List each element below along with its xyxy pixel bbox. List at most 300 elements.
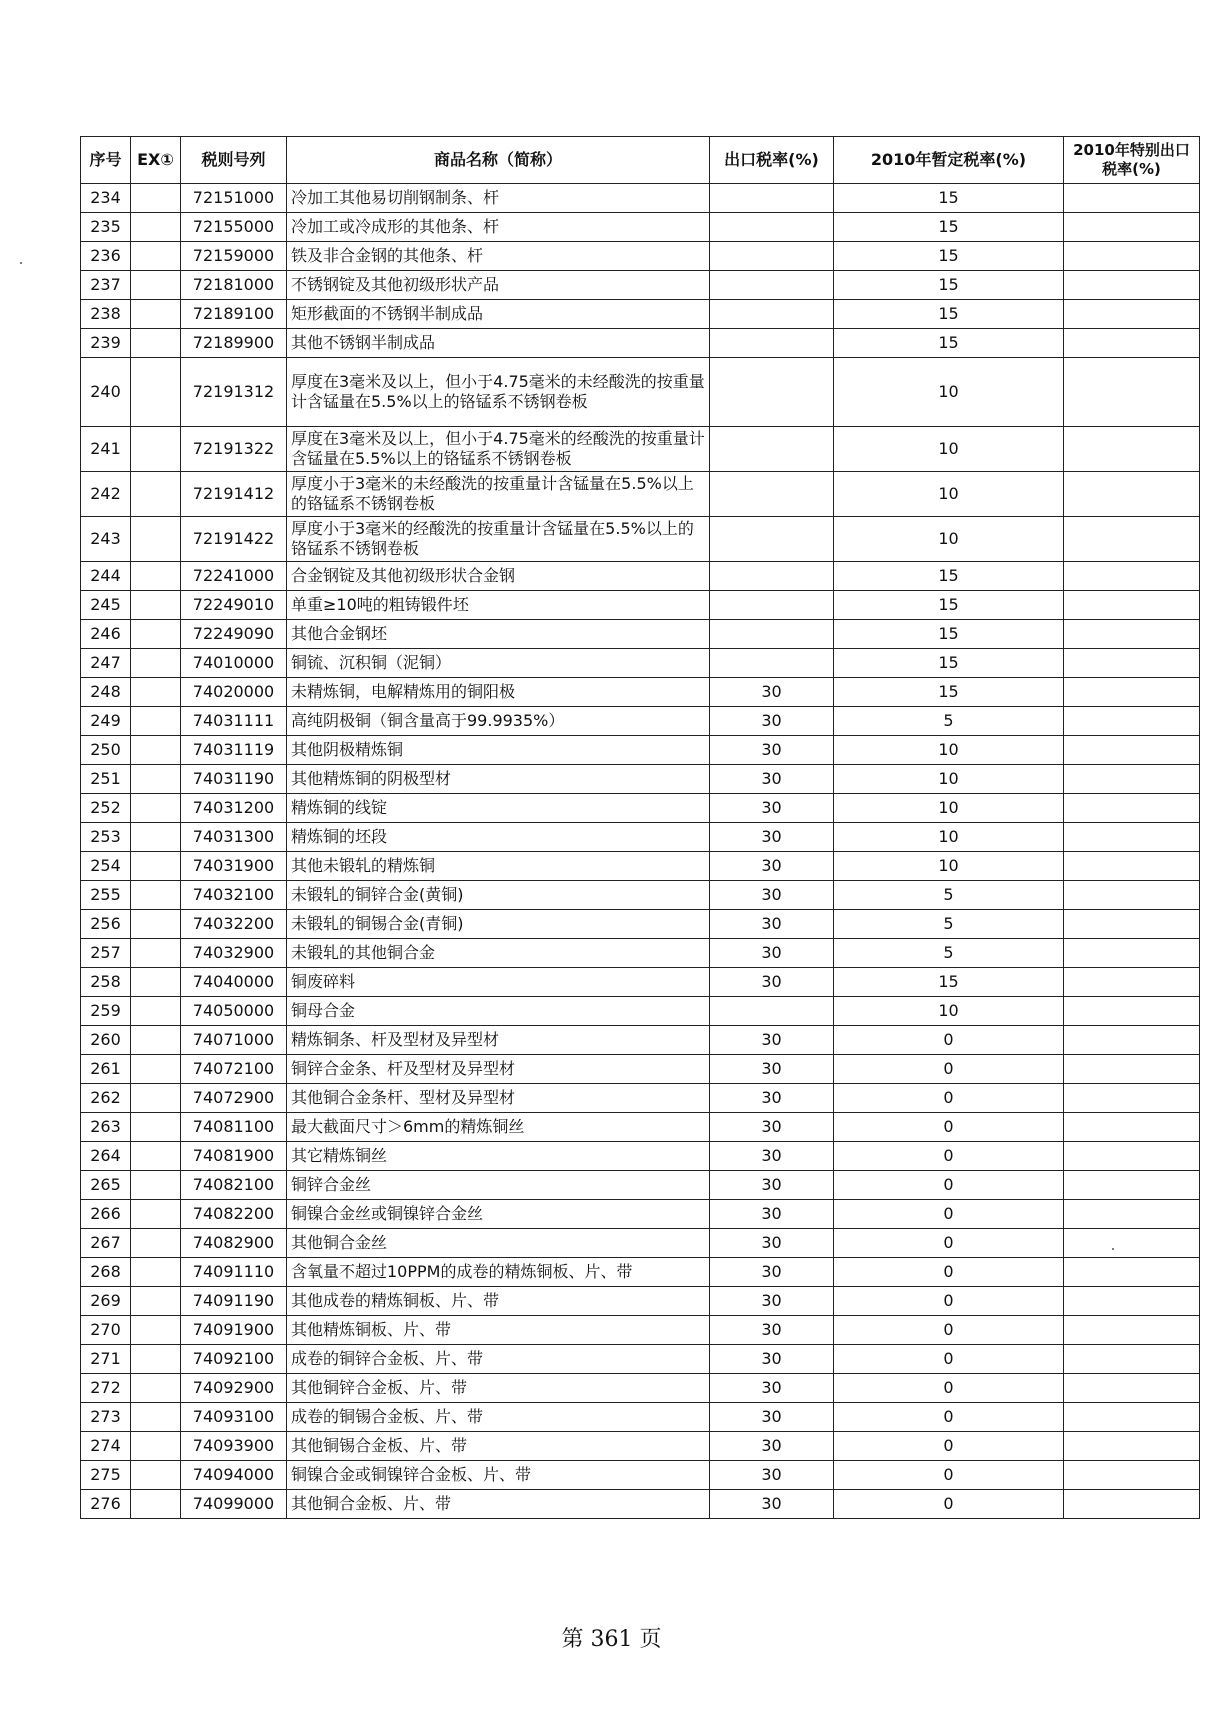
cell-seq: 267 <box>81 1229 131 1258</box>
cell-code: 74093900 <box>181 1432 287 1461</box>
cell-special-rate <box>1064 1171 1200 1200</box>
header-export-rate: 出口税率(%) <box>710 137 834 184</box>
cell-code: 74072100 <box>181 1055 287 1084</box>
cell-temp-rate: 15 <box>834 620 1064 649</box>
cell-name: 不锈钢锭及其他初级形状产品 <box>287 271 710 300</box>
table-row <box>81 472 1200 517</box>
cell-temp-rate: 10 <box>834 765 1064 794</box>
cell-name: 铜锌合金条、杆及型材及异型材 <box>287 1055 710 1084</box>
cell-name: 其他未锻轧的精炼铜 <box>287 852 710 881</box>
cell-special-rate <box>1064 427 1200 472</box>
cell-special-rate <box>1064 184 1200 213</box>
table-row <box>81 213 1200 242</box>
cell-special-rate <box>1064 1316 1200 1345</box>
cell-temp-rate: 0 <box>834 1171 1064 1200</box>
cell-special-rate <box>1064 591 1200 620</box>
cell-name: 合金钢锭及其他初级形状合金钢 <box>287 562 710 591</box>
cell-ex <box>131 852 181 881</box>
cell-ex <box>131 1287 181 1316</box>
cell-code: 74020000 <box>181 678 287 707</box>
cell-export-rate <box>710 427 834 472</box>
cell-ex <box>131 997 181 1026</box>
cell-ex <box>131 1229 181 1258</box>
cell-name: 厚度在3毫米及以上，但小于4.75毫米的未经酸洗的按重量计含锰量在5.5%以上的铬锰系不锈钢卷板 <box>287 358 710 427</box>
table-row <box>81 1171 1200 1200</box>
cell-seq: 241 <box>81 427 131 472</box>
cell-ex <box>131 358 181 427</box>
cell-seq: 234 <box>81 184 131 213</box>
cell-special-rate <box>1064 562 1200 591</box>
table-row <box>81 678 1200 707</box>
cell-special-rate <box>1064 1287 1200 1316</box>
table-row <box>81 823 1200 852</box>
table-row <box>81 329 1200 358</box>
cell-export-rate: 30 <box>710 1461 834 1490</box>
cell-special-rate <box>1064 472 1200 517</box>
cell-temp-rate: 10 <box>834 472 1064 517</box>
cell-temp-rate: 0 <box>834 1287 1064 1316</box>
cell-export-rate <box>710 271 834 300</box>
cell-ex <box>131 939 181 968</box>
cell-special-rate <box>1064 1229 1200 1258</box>
scan-speck <box>1112 1248 1114 1250</box>
cell-export-rate <box>710 997 834 1026</box>
cell-ex <box>131 736 181 765</box>
cell-seq: 238 <box>81 300 131 329</box>
cell-seq: 243 <box>81 517 131 562</box>
cell-export-rate: 30 <box>710 1055 834 1084</box>
cell-name: 其他铜锡合金板、片、带 <box>287 1432 710 1461</box>
cell-export-rate: 30 <box>710 736 834 765</box>
cell-special-rate <box>1064 242 1200 271</box>
cell-code: 74091190 <box>181 1287 287 1316</box>
cell-ex <box>131 329 181 358</box>
cell-seq: 255 <box>81 881 131 910</box>
cell-temp-rate: 15 <box>834 271 1064 300</box>
cell-ex <box>131 649 181 678</box>
cell-ex <box>131 591 181 620</box>
cell-code: 74082900 <box>181 1229 287 1258</box>
cell-export-rate <box>710 517 834 562</box>
cell-seq: 256 <box>81 910 131 939</box>
cell-name: 其他铜合金板、片、带 <box>287 1490 710 1519</box>
cell-temp-rate: 5 <box>834 881 1064 910</box>
cell-ex <box>131 1055 181 1084</box>
table-row <box>81 736 1200 765</box>
cell-code: 72189100 <box>181 300 287 329</box>
table-row <box>81 881 1200 910</box>
cell-temp-rate: 0 <box>834 1403 1064 1432</box>
cell-special-rate <box>1064 1113 1200 1142</box>
cell-seq: 249 <box>81 707 131 736</box>
cell-temp-rate: 15 <box>834 678 1064 707</box>
cell-seq: 262 <box>81 1084 131 1113</box>
cell-code: 72181000 <box>181 271 287 300</box>
cell-name: 未精炼铜，电解精炼用的铜阳极 <box>287 678 710 707</box>
scan-speck <box>20 262 22 264</box>
cell-ex <box>131 213 181 242</box>
cell-export-rate: 30 <box>710 939 834 968</box>
cell-special-rate <box>1064 968 1200 997</box>
cell-special-rate <box>1064 517 1200 562</box>
cell-code: 74091900 <box>181 1316 287 1345</box>
cell-seq: 269 <box>81 1287 131 1316</box>
cell-name: 单重≥10吨的粗铸锻件坯 <box>287 591 710 620</box>
table-row <box>81 591 1200 620</box>
cell-export-rate: 30 <box>710 823 834 852</box>
cell-export-rate: 30 <box>710 1345 834 1374</box>
cell-name: 含氧量不超过10PPM的成卷的精炼铜板、片、带 <box>287 1258 710 1287</box>
table-row <box>81 1113 1200 1142</box>
cell-export-rate <box>710 184 834 213</box>
cell-export-rate: 30 <box>710 707 834 736</box>
header-code: 税则号列 <box>181 137 287 184</box>
cell-code: 74081100 <box>181 1113 287 1142</box>
cell-temp-rate: 15 <box>834 300 1064 329</box>
cell-temp-rate: 10 <box>834 997 1064 1026</box>
cell-code: 72191322 <box>181 427 287 472</box>
cell-name: 未锻轧的铜锌合金(黄铜) <box>287 881 710 910</box>
cell-export-rate: 30 <box>710 1171 834 1200</box>
cell-name: 矩形截面的不锈钢半制成品 <box>287 300 710 329</box>
cell-special-rate <box>1064 997 1200 1026</box>
cell-temp-rate: 15 <box>834 562 1064 591</box>
cell-temp-rate: 15 <box>834 649 1064 678</box>
header-ex: EX① <box>131 137 181 184</box>
cell-code: 72191412 <box>181 472 287 517</box>
cell-export-rate <box>710 329 834 358</box>
cell-ex <box>131 271 181 300</box>
table-row <box>81 1142 1200 1171</box>
cell-temp-rate: 5 <box>834 707 1064 736</box>
cell-seq: 275 <box>81 1461 131 1490</box>
cell-seq: 237 <box>81 271 131 300</box>
cell-name: 铜镍合金丝或铜镍锌合金丝 <box>287 1200 710 1229</box>
cell-ex <box>131 1200 181 1229</box>
cell-export-rate <box>710 472 834 517</box>
cell-export-rate: 30 <box>710 1374 834 1403</box>
cell-name: 精炼铜的线锭 <box>287 794 710 823</box>
cell-special-rate <box>1064 1055 1200 1084</box>
cell-ex <box>131 1345 181 1374</box>
cell-code: 74092100 <box>181 1345 287 1374</box>
cell-code: 72155000 <box>181 213 287 242</box>
cell-ex <box>131 300 181 329</box>
cell-special-rate <box>1064 1026 1200 1055</box>
cell-special-rate <box>1064 1432 1200 1461</box>
cell-seq: 246 <box>81 620 131 649</box>
cell-name: 其他合金钢坯 <box>287 620 710 649</box>
table-row <box>81 1287 1200 1316</box>
cell-export-rate: 30 <box>710 1113 834 1142</box>
cell-name: 冷加工或冷成形的其他条、杆 <box>287 213 710 242</box>
cell-temp-rate: 0 <box>834 1258 1064 1287</box>
cell-special-rate <box>1064 300 1200 329</box>
cell-special-rate <box>1064 678 1200 707</box>
cell-seq: 235 <box>81 213 131 242</box>
cell-export-rate: 30 <box>710 678 834 707</box>
cell-name: 高纯阴极铜（铜含量高于99.9935%） <box>287 707 710 736</box>
cell-name: 铁及非合金钢的其他条、杆 <box>287 242 710 271</box>
cell-temp-rate: 10 <box>834 823 1064 852</box>
cell-ex <box>131 1142 181 1171</box>
cell-code: 74082200 <box>181 1200 287 1229</box>
cell-temp-rate: 15 <box>834 184 1064 213</box>
table-row <box>81 1345 1200 1374</box>
table-row <box>81 358 1200 427</box>
cell-seq: 236 <box>81 242 131 271</box>
cell-seq: 242 <box>81 472 131 517</box>
cell-special-rate <box>1064 1200 1200 1229</box>
cell-export-rate: 30 <box>710 852 834 881</box>
cell-temp-rate: 0 <box>834 1084 1064 1113</box>
cell-code: 74092900 <box>181 1374 287 1403</box>
cell-name: 未锻轧的铜锡合金(青铜) <box>287 910 710 939</box>
cell-code: 72241000 <box>181 562 287 591</box>
cell-special-rate <box>1064 881 1200 910</box>
cell-ex <box>131 1026 181 1055</box>
table-row <box>81 1084 1200 1113</box>
table-row <box>81 939 1200 968</box>
cell-export-rate: 30 <box>710 910 834 939</box>
cell-temp-rate: 15 <box>834 242 1064 271</box>
cell-name: 其他铜合金条杆、型材及异型材 <box>287 1084 710 1113</box>
cell-special-rate <box>1064 1345 1200 1374</box>
cell-seq: 266 <box>81 1200 131 1229</box>
cell-code: 72191312 <box>181 358 287 427</box>
table-row <box>81 620 1200 649</box>
cell-seq: 250 <box>81 736 131 765</box>
table-row <box>81 649 1200 678</box>
cell-code: 74032900 <box>181 939 287 968</box>
cell-code: 74072900 <box>181 1084 287 1113</box>
cell-special-rate <box>1064 1490 1200 1519</box>
cell-ex <box>131 1403 181 1432</box>
cell-temp-rate: 0 <box>834 1055 1064 1084</box>
cell-seq: 265 <box>81 1171 131 1200</box>
cell-export-rate: 30 <box>710 1316 834 1345</box>
cell-special-rate <box>1064 271 1200 300</box>
cell-temp-rate: 10 <box>834 794 1064 823</box>
cell-temp-rate: 10 <box>834 852 1064 881</box>
page-number: 第 361 页 <box>561 1627 662 1652</box>
cell-temp-rate: 0 <box>834 1345 1064 1374</box>
cell-seq: 272 <box>81 1374 131 1403</box>
cell-export-rate: 30 <box>710 968 834 997</box>
cell-temp-rate: 0 <box>834 1490 1064 1519</box>
cell-code: 74031119 <box>181 736 287 765</box>
cell-ex <box>131 620 181 649</box>
cell-ex <box>131 562 181 591</box>
cell-export-rate: 30 <box>710 1229 834 1258</box>
cell-special-rate <box>1064 649 1200 678</box>
cell-temp-rate: 0 <box>834 1316 1064 1345</box>
cell-temp-rate: 0 <box>834 1026 1064 1055</box>
cell-ex <box>131 472 181 517</box>
cell-export-rate <box>710 591 834 620</box>
cell-special-rate <box>1064 794 1200 823</box>
cell-name: 其他不锈钢半制成品 <box>287 329 710 358</box>
cell-export-rate: 30 <box>710 881 834 910</box>
cell-temp-rate: 10 <box>834 517 1064 562</box>
cell-seq: 263 <box>81 1113 131 1142</box>
cell-name: 厚度小于3毫米的经酸洗的按重量计含锰量在5.5%以上的铬锰系不锈钢卷板 <box>287 517 710 562</box>
cell-ex <box>131 517 181 562</box>
table-row <box>81 1461 1200 1490</box>
cell-temp-rate: 15 <box>834 213 1064 242</box>
table-row <box>81 184 1200 213</box>
cell-name: 厚度在3毫米及以上，但小于4.75毫米的经酸洗的按重量计含锰量在5.5%以上的铬锰系不锈钢卷板 <box>287 427 710 472</box>
cell-ex <box>131 765 181 794</box>
cell-export-rate <box>710 242 834 271</box>
cell-seq: 245 <box>81 591 131 620</box>
table-row <box>81 1403 1200 1432</box>
cell-temp-rate: 10 <box>834 736 1064 765</box>
cell-temp-rate: 0 <box>834 1229 1064 1258</box>
table-row <box>81 1258 1200 1287</box>
cell-ex <box>131 1171 181 1200</box>
cell-seq: 251 <box>81 765 131 794</box>
table-row <box>81 968 1200 997</box>
cell-ex <box>131 707 181 736</box>
cell-temp-rate: 15 <box>834 591 1064 620</box>
cell-export-rate <box>710 620 834 649</box>
cell-code: 72191422 <box>181 517 287 562</box>
cell-name: 厚度小于3毫米的未经酸洗的按重量计含锰量在5.5%以上的铬锰系不锈钢卷板 <box>287 472 710 517</box>
cell-export-rate: 30 <box>710 1200 834 1229</box>
cell-seq: 258 <box>81 968 131 997</box>
cell-export-rate: 30 <box>710 1258 834 1287</box>
cell-code: 72249090 <box>181 620 287 649</box>
table-row <box>81 427 1200 472</box>
cell-temp-rate: 0 <box>834 1113 1064 1142</box>
header-name: 商品名称（简称） <box>287 137 710 184</box>
cell-temp-rate: 10 <box>834 358 1064 427</box>
cell-temp-rate: 0 <box>834 1432 1064 1461</box>
cell-ex <box>131 1084 181 1113</box>
cell-export-rate: 30 <box>710 1026 834 1055</box>
cell-export-rate: 30 <box>710 1490 834 1519</box>
table-row <box>81 707 1200 736</box>
table-row <box>81 1026 1200 1055</box>
cell-code: 74031111 <box>181 707 287 736</box>
table-row <box>81 242 1200 271</box>
cell-temp-rate: 15 <box>834 329 1064 358</box>
cell-code: 74082100 <box>181 1171 287 1200</box>
cell-ex <box>131 184 181 213</box>
cell-export-rate <box>710 358 834 427</box>
cell-ex <box>131 881 181 910</box>
cell-special-rate <box>1064 707 1200 736</box>
cell-special-rate <box>1064 1403 1200 1432</box>
cell-ex <box>131 427 181 472</box>
tariff-table <box>80 136 1200 1519</box>
header-seq: 序号 <box>81 137 131 184</box>
table-body <box>81 184 1200 1519</box>
table-row <box>81 852 1200 881</box>
table-row <box>81 910 1200 939</box>
cell-code: 74099000 <box>181 1490 287 1519</box>
header-temp-rate: 2010年暂定税率(%) <box>834 137 1064 184</box>
cell-export-rate <box>710 300 834 329</box>
cell-temp-rate: 0 <box>834 1200 1064 1229</box>
cell-temp-rate: 15 <box>834 968 1064 997</box>
cell-ex <box>131 794 181 823</box>
cell-name: 其它精炼铜丝 <box>287 1142 710 1171</box>
cell-export-rate: 30 <box>710 1403 834 1432</box>
cell-code: 74031190 <box>181 765 287 794</box>
cell-ex <box>131 1258 181 1287</box>
table-row <box>81 1055 1200 1084</box>
cell-special-rate <box>1064 329 1200 358</box>
cell-seq: 252 <box>81 794 131 823</box>
cell-special-rate <box>1064 213 1200 242</box>
table-row <box>81 1432 1200 1461</box>
cell-ex <box>131 1461 181 1490</box>
cell-name: 精炼铜条、杆及型材及异型材 <box>287 1026 710 1055</box>
cell-seq: 273 <box>81 1403 131 1432</box>
cell-seq: 240 <box>81 358 131 427</box>
cell-special-rate <box>1064 620 1200 649</box>
cell-ex <box>131 968 181 997</box>
cell-seq: 271 <box>81 1345 131 1374</box>
cell-export-rate: 30 <box>710 765 834 794</box>
table-row <box>81 562 1200 591</box>
cell-export-rate <box>710 213 834 242</box>
cell-code: 72159000 <box>181 242 287 271</box>
cell-ex <box>131 1113 181 1142</box>
cell-export-rate: 30 <box>710 1142 834 1171</box>
cell-name: 铜母合金 <box>287 997 710 1026</box>
cell-ex <box>131 242 181 271</box>
cell-seq: 268 <box>81 1258 131 1287</box>
cell-name: 其他铜合金丝 <box>287 1229 710 1258</box>
cell-temp-rate: 5 <box>834 910 1064 939</box>
cell-name: 未锻轧的其他铜合金 <box>287 939 710 968</box>
cell-special-rate <box>1064 910 1200 939</box>
cell-code: 72249010 <box>181 591 287 620</box>
cell-ex <box>131 823 181 852</box>
cell-code: 74094000 <box>181 1461 287 1490</box>
cell-code: 72151000 <box>181 184 287 213</box>
cell-seq: 257 <box>81 939 131 968</box>
cell-special-rate <box>1064 852 1200 881</box>
cell-special-rate <box>1064 358 1200 427</box>
cell-seq: 274 <box>81 1432 131 1461</box>
cell-name: 其他精炼铜板、片、带 <box>287 1316 710 1345</box>
cell-seq: 254 <box>81 852 131 881</box>
cell-special-rate <box>1064 1258 1200 1287</box>
cell-special-rate <box>1064 1084 1200 1113</box>
cell-ex <box>131 1432 181 1461</box>
cell-name: 其他铜锌合金板、片、带 <box>287 1374 710 1403</box>
cell-export-rate: 30 <box>710 794 834 823</box>
cell-name: 铜废碎料 <box>287 968 710 997</box>
cell-name: 其他精炼铜的阴极型材 <box>287 765 710 794</box>
table-row <box>81 517 1200 562</box>
cell-seq: 261 <box>81 1055 131 1084</box>
cell-code: 74032200 <box>181 910 287 939</box>
table-row <box>81 1374 1200 1403</box>
cell-seq: 259 <box>81 997 131 1026</box>
cell-code: 74031900 <box>181 852 287 881</box>
cell-code: 74093100 <box>181 1403 287 1432</box>
cell-export-rate: 30 <box>710 1084 834 1113</box>
cell-special-rate <box>1064 765 1200 794</box>
cell-export-rate <box>710 562 834 591</box>
header-special-rate: 2010年特别出口税率(%) <box>1064 137 1200 184</box>
cell-ex <box>131 1316 181 1345</box>
